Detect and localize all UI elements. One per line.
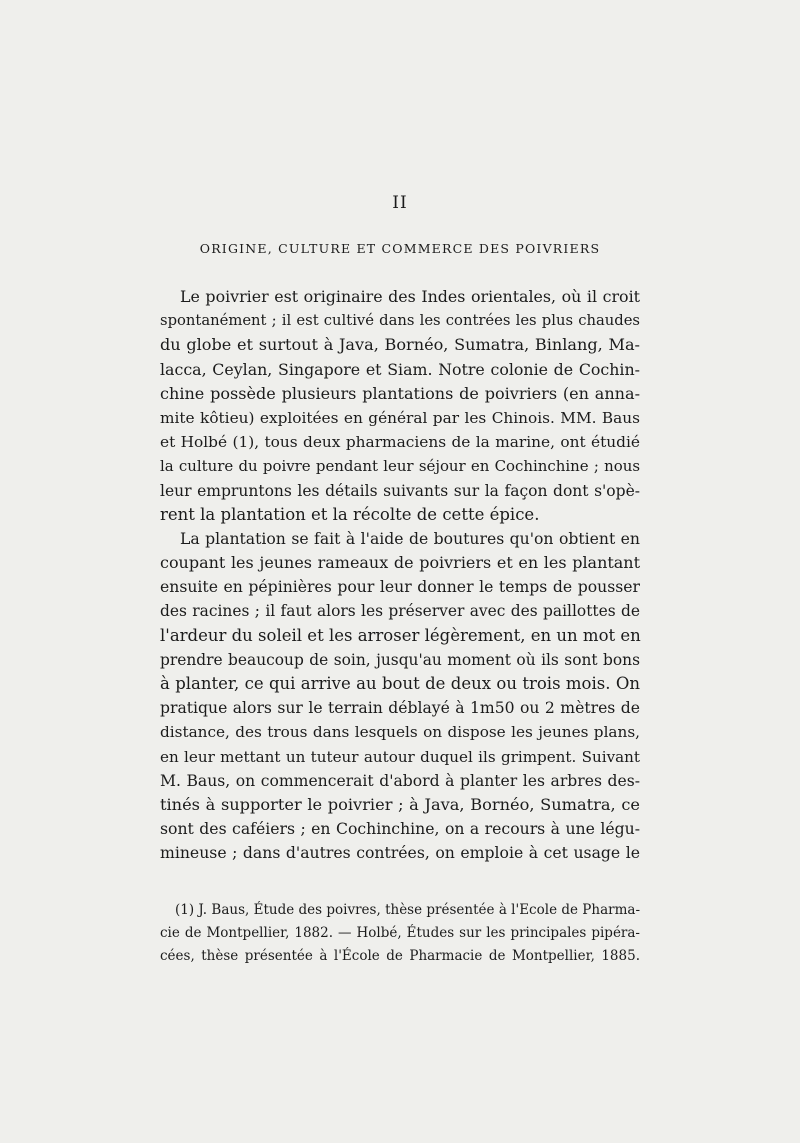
text-line: rent la plantation et la récolte de cette épice. xyxy=(160,504,540,524)
text-line: pratique alors sur le terrain déblayé à 1m50 ou 2 mètres de xyxy=(160,699,640,718)
text-line: coupant les jeunes rameaux de poivriers et en les plantant xyxy=(160,553,640,573)
footnote-line: cie de Montpellier, 1882. — Holbé, Études sur les principales pipéra- xyxy=(160,925,640,941)
text-line: l'ardeur du soleil et les arroser légèrement, en un mot en xyxy=(160,625,641,645)
text-line: La plantation se fait à l'aide de boutures qu'on obtient en xyxy=(180,528,640,548)
body-text xyxy=(160,285,640,866)
text-line: à planter, ce qui arrive au bout de deux ou trois mois. On xyxy=(160,674,640,693)
text-line: spontanément ; il est cultivé dans les contrées les plus chaudes xyxy=(160,312,640,330)
text-line: prendre beaucoup de soin, jusqu'au moment où ils sont bons xyxy=(160,650,640,669)
chapter-title: ORIGINE, CULTURE ET COMMERCE DES POIVRIERS xyxy=(199,241,601,256)
text-line: Le poivrier est originaire des Indes orientales, où il croit xyxy=(180,287,640,306)
text-line: leur empruntons les détails suivants sur la façon dont s'opè- xyxy=(160,481,640,500)
text-line: des racines ; il faut alors les préserver avec des paillottes de xyxy=(160,602,640,621)
text-line: du globe et surtout à Java, Bornéo, Sumatra, Binlang, Ma- xyxy=(160,335,640,355)
paragraph-1 xyxy=(160,285,640,527)
footnote xyxy=(160,899,640,968)
chapter-number: II xyxy=(392,193,408,213)
text-line: et Holbé (1), tous deux pharmaciens de la marine, ont étudié xyxy=(160,433,640,452)
text-line: en leur mettant un tuteur autour duquel ils grimpent. Suivant xyxy=(160,747,640,766)
text-line: sont des caféiers ; en Cochinchine, on a recours à une légu- xyxy=(160,819,640,839)
text-line: tinés à supporter le poivrier ; à Java, Bornéo, Sumatra, ce xyxy=(160,794,640,814)
text-line: lacca, Ceylan, Singapore et Siam. Notre colonie de Cochin- xyxy=(160,359,640,379)
text-line: M. Baus, on commencerait d'abord à planter les arbres des- xyxy=(160,771,640,790)
text-line: distance, des trous dans lesquels on dispose les jeunes plans, xyxy=(160,723,640,742)
footnote-line: (1) J. Baus, Étude des poivres, thèse présentée à l'Ecole de Pharma- xyxy=(175,902,640,918)
text-line: chine possède plusieurs plantations de poivriers (en anna- xyxy=(160,383,640,403)
text-line: la culture du poivre pendant leur séjour en Cochinchine ; nous xyxy=(160,457,640,476)
text-line: mite kôtieu) exploitées en général par les Chinois. MM. Baus xyxy=(160,408,640,427)
text-line: mineuse ; dans d'autres contrées, on emploie à cet usage le xyxy=(160,843,640,863)
paragraph-2 xyxy=(160,527,640,866)
footnote-line: cées, thèse présentée à l'École de Pharmacie de Montpellier, 1885. xyxy=(160,948,640,964)
text-line: ensuite en pépinières pour leur donner le temps de pousser xyxy=(160,577,640,597)
